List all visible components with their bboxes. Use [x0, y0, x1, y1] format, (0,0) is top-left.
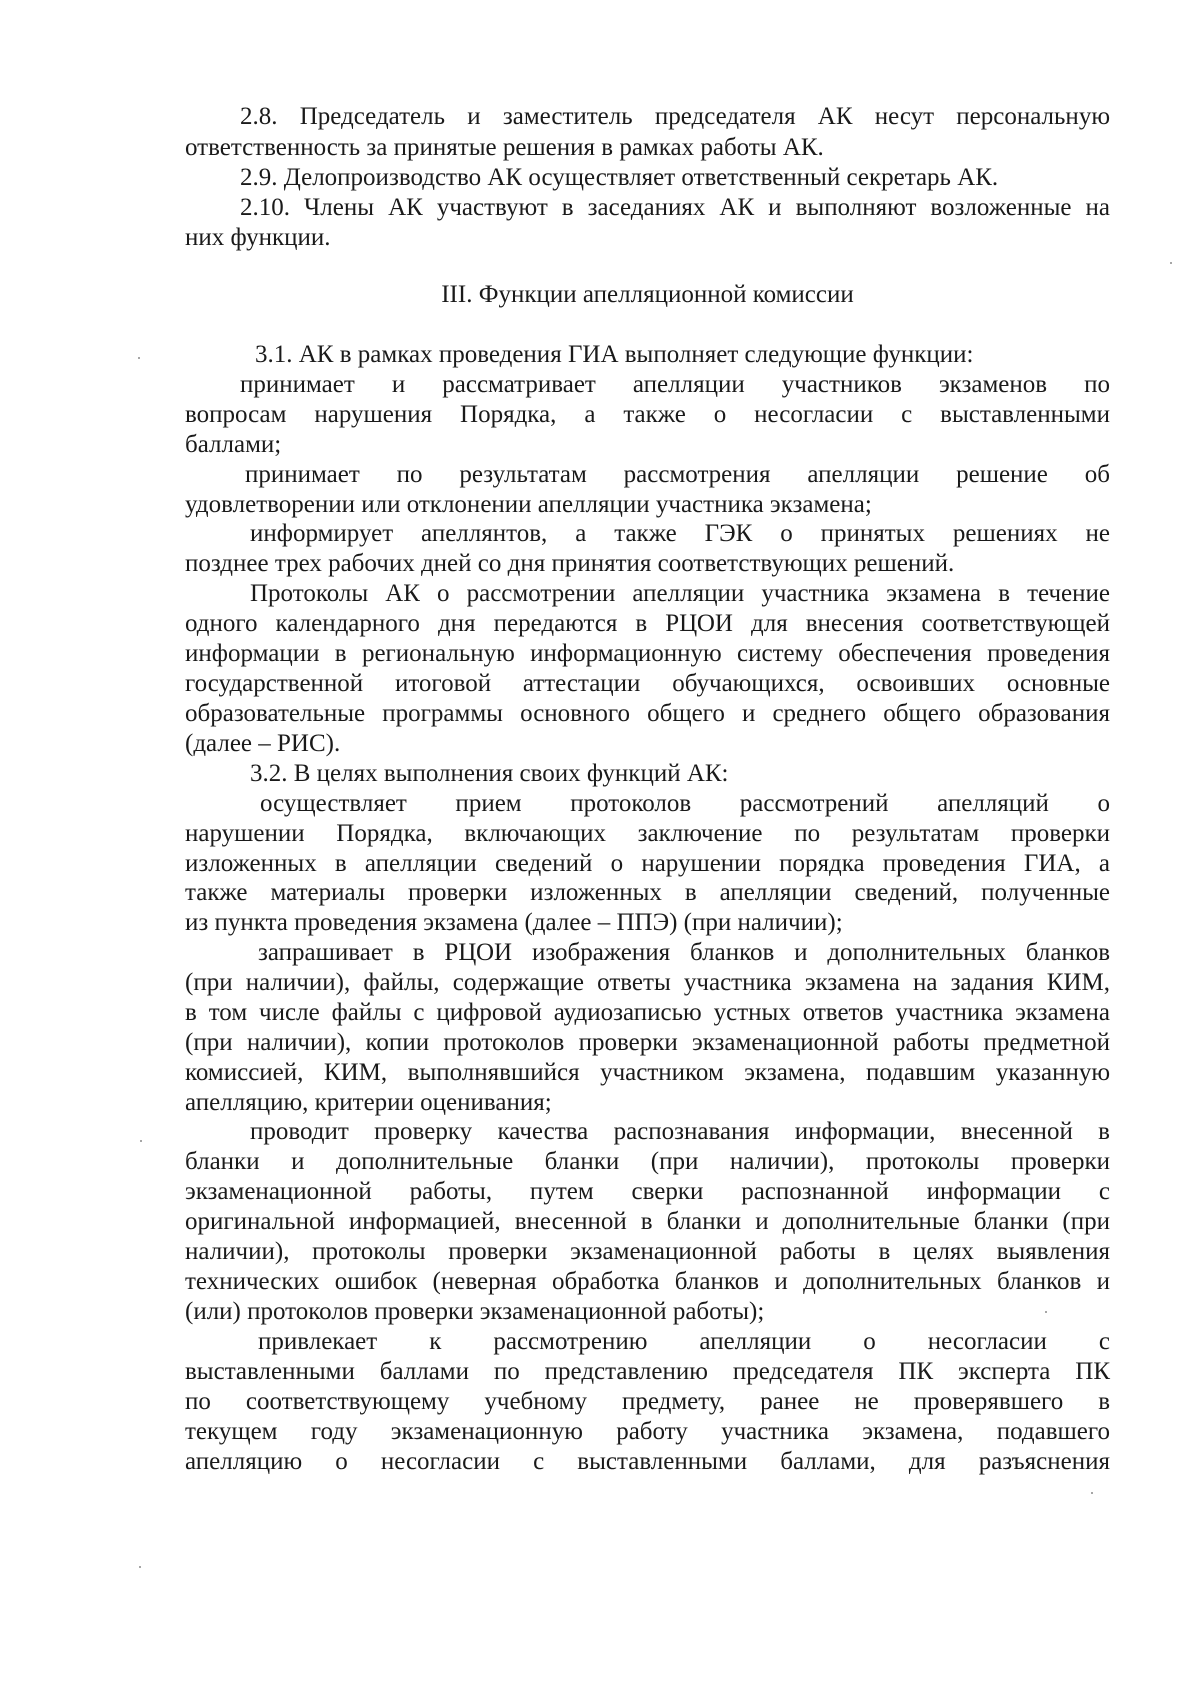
item-3-line-1: информирует апеллянтов, а также ГЭК о принятых решениях не	[250, 520, 1110, 547]
item-1-line-1: принимает и рассматривает апелляции участников экзаменов по	[240, 371, 1110, 398]
item-2-line-2: удовлетворении или отклонении апелляции участника экзамена;	[185, 491, 872, 518]
item-6-line-2: бланки и дополнительные бланки (при наличии), протоколы проверки	[185, 1148, 1110, 1175]
protocols-line-1: Протоколы АК о рассмотрении апелляции участника экзамена в течение	[250, 580, 1110, 607]
item-6-line-6: технических ошибок (неверная обработка бланков и дополнительных бланков и	[185, 1268, 1110, 1295]
paragraph-2-8-line-1: 2.8. Председатель и заместитель председателя АК несут персональную	[240, 103, 1110, 130]
scan-speck	[138, 357, 140, 359]
item-4-line-2: нарушении Порядка, включающих заключение по результатам проверки	[185, 820, 1110, 847]
item-5-line-5: комиссией, КИМ, выполнявшийся участником экзамена, подавшим указанную	[185, 1059, 1110, 1086]
item-4-line-3: изложенных в апелляции сведений о нарушении порядка проведения ГИА, а	[185, 850, 1110, 877]
item-6-line-7: (или) протоколов проверки экзаменационной работы);	[185, 1298, 765, 1325]
scan-speck	[1170, 262, 1172, 264]
scan-speck	[139, 1566, 141, 1568]
item-7-line-5: апелляцию о несогласии с выставленными баллами, для разъяснения	[185, 1448, 1110, 1475]
scan-speck	[140, 1140, 142, 1142]
paragraph-2-10-line-2: них функции.	[185, 224, 331, 251]
item-6-line-3: экзаменационной работы, путем сверки распознанной информации с	[185, 1178, 1110, 1205]
protocols-line-3: информации в региональную информационную систему обеспечения проведения	[185, 640, 1110, 667]
paragraph-3-2: 3.2. В целях выполнения своих функций АК:	[250, 760, 729, 787]
item-7-line-4: текущем году экзаменационную работу участника экзамена, подавшего	[185, 1418, 1110, 1445]
item-7-line-1: привлекает к рассмотрению апелляции о несогласии с	[258, 1328, 1110, 1355]
item-6-line-4: оригинальной информацией, внесенной в бланки и дополнительные бланки (при	[185, 1208, 1110, 1235]
protocols-line-2: одного календарного дня передаются в РЦОИ для внесения соответствующей	[185, 610, 1110, 637]
paragraph-2-9: 2.9. Делопроизводство АК осуществляет ответственный секретарь АК.	[240, 164, 999, 191]
item-5-line-6: апелляцию, критерии оценивания;	[185, 1089, 552, 1116]
item-4-line-5: из пункта проведения экзамена (далее – ППЭ) (при наличии);	[185, 909, 843, 936]
paragraph-3-1: 3.1. АК в рамках проведения ГИА выполняет следующие функции:	[255, 341, 974, 368]
protocols-line-5: образовательные программы основного общего и среднего общего образования	[185, 700, 1110, 727]
item-6-line-5: наличии), протоколы проверки экзаменационной работы в целях выявления	[185, 1238, 1110, 1265]
item-7-line-2: выставленными баллами по представлению председателя ПК эксперта ПК	[185, 1358, 1110, 1385]
item-5-line-4: (при наличии), копии протоколов проверки экзаменационной работы предметной	[185, 1029, 1110, 1056]
paragraph-2-8-line-2: ответственность за принятые решения в рамках работы АК.	[185, 134, 824, 161]
item-4-line-1: осуществляет прием протоколов рассмотрений апелляций о	[260, 790, 1110, 817]
item-1-line-2: вопросам нарушения Порядка, а также о несогласии с выставленными	[185, 401, 1110, 428]
item-5-line-3: в том числе файлы с цифровой аудиозаписью устных ответов участника экзамена	[185, 999, 1110, 1026]
item-3-line-2: позднее трех рабочих дней со дня принятия соответствующих решений.	[185, 550, 955, 577]
item-6-line-1: проводит проверку качества распознавания информации, внесенной в	[250, 1118, 1110, 1145]
item-7-line-3: по соответствующему учебному предмету, ранее не проверявшего в	[185, 1388, 1110, 1415]
scan-speck	[1045, 1311, 1047, 1313]
scan-speck	[1091, 1492, 1093, 1494]
item-5-line-2: (при наличии), файлы, содержащие ответы участника экзамена на задания КИМ,	[185, 969, 1110, 996]
protocols-line-4: государственной итоговой аттестации обучающихся, освоивших основные	[185, 670, 1110, 697]
paragraph-2-10-line-1: 2.10. Члены АК участвуют в заседаниях АК и выполняют возложенные на	[240, 194, 1110, 221]
item-5-line-1: запрашивает в РЦОИ изображения бланков и дополнительных бланков	[258, 939, 1110, 966]
item-4-line-4: также материалы проверки изложенных в апелляции сведений, полученные	[185, 879, 1110, 906]
protocols-line-6: (далее – РИС).	[185, 730, 341, 757]
item-2-line-1: принимает по результатам рассмотрения апелляции решение об	[245, 461, 1110, 488]
section-heading: III. Функции апелляционной комиссии	[441, 281, 854, 308]
item-1-line-3: баллами;	[185, 431, 282, 458]
